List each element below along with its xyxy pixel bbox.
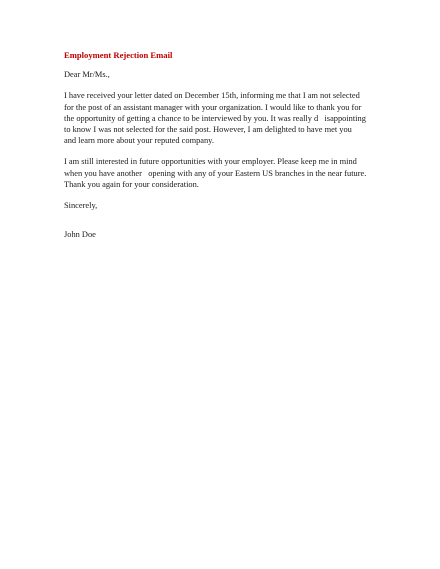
letter-page [64,50,384,240]
signature-name: John Doe [64,230,96,240]
paragraph-line: for the post of an assistant manager with your organization. I would like to thank you for [64,102,362,112]
closing: Sincerely, [64,201,98,211]
paragraph-line: the opportunity of getting a chance to be interviewed by you. It was really d isappointing [64,113,366,123]
salutation: Dear Mr/Ms., [64,70,110,80]
body-paragraph-2 [64,156,384,190]
paragraph-line: and learn more about your reputed company. [64,136,214,146]
paragraph-line: to know I was not selected for the said post. However, I am delighted to have met you [64,125,352,135]
paragraph-line: Thank you again for your consideration. [64,179,199,189]
paragraph-line: when you have another opening with any of your Eastern US branches in the near future. [64,168,367,178]
document-title: Employment Rejection Email [64,50,173,60]
paragraph-line: I have received your letter dated on December 15th, informing me that I am not selected [64,91,360,101]
body-paragraph-1 [64,90,384,146]
paragraph-line: I am still interested in future opportunities with your employer. Please keep me in mind [64,157,357,167]
